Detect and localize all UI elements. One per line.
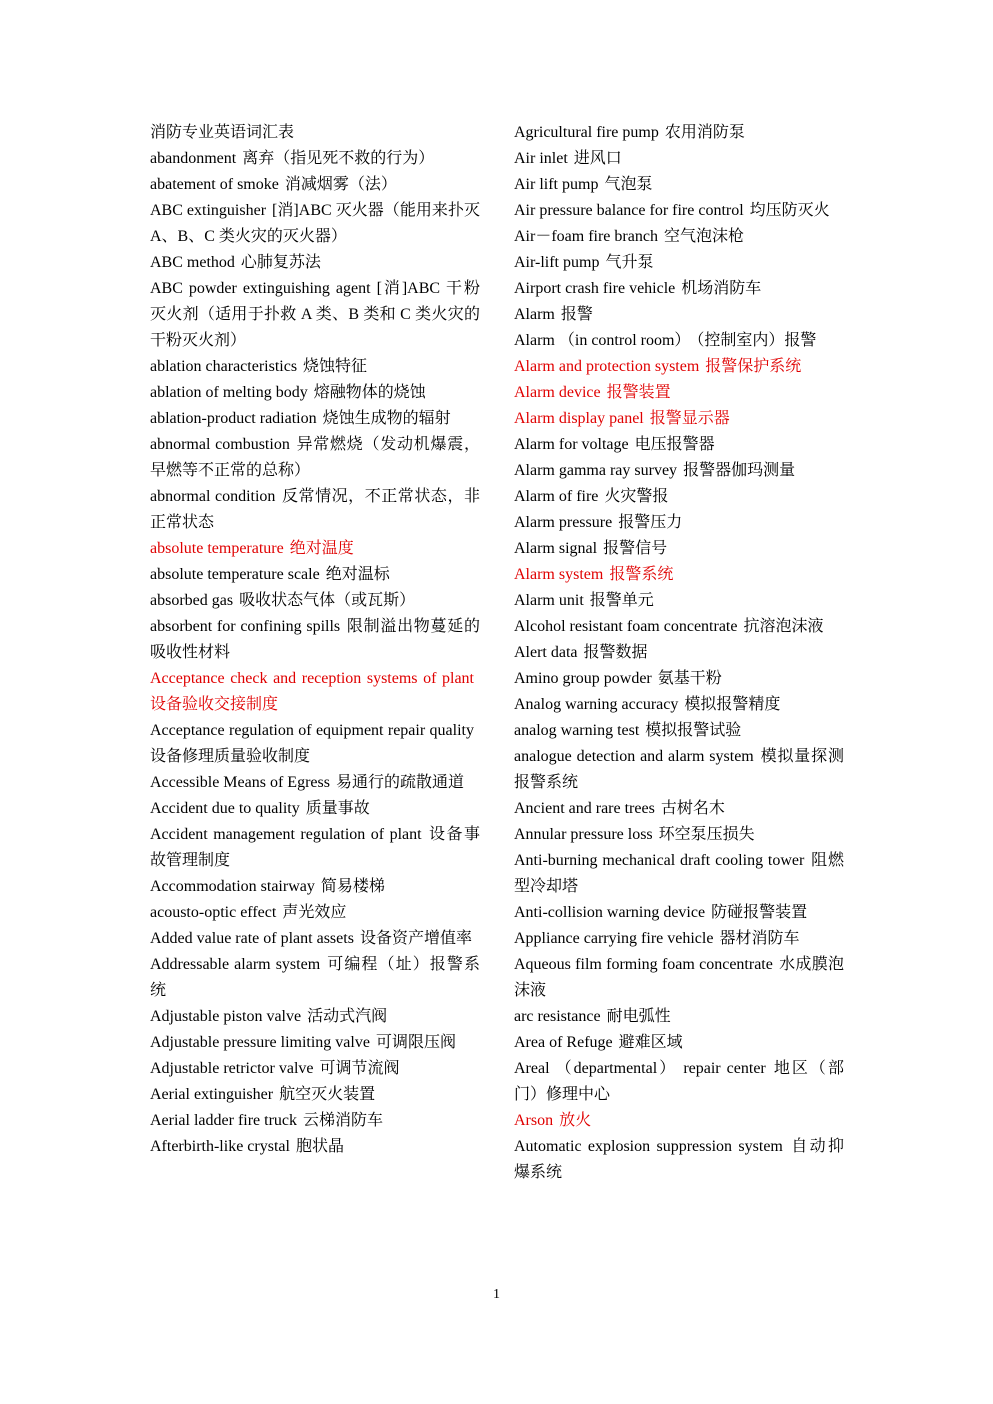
entry-definition: 设备资产增值率 (359, 930, 472, 947)
left-column (150, 120, 480, 1160)
page-number: 1 (493, 1287, 500, 1302)
entry-definition: 模拟报警精度 (684, 696, 781, 713)
entry-definition: 报警显示器 (649, 410, 730, 427)
entry-term: Alarm device (514, 384, 601, 401)
entry-term: Acceptance regulation of equipment repair quality (150, 722, 474, 739)
entry-term: Analog warning accuracy (514, 696, 679, 713)
entry-term: ablation-product radiation (150, 410, 317, 427)
entry-term: Adjustable pressure limiting valve (150, 1034, 370, 1051)
entry-term: Alarm for voltage (514, 436, 629, 453)
glossary-entry (150, 380, 480, 406)
entry-term: Accessible Means of Egress (150, 774, 330, 791)
entry-definition: 胞状晶 (295, 1138, 344, 1155)
entry-definition: 火灾警报 (604, 488, 669, 505)
entry-definition: 云梯消防车 (303, 1112, 384, 1129)
entry-term: Alarm （in control room） (514, 332, 691, 349)
glossary-entry (514, 250, 844, 276)
entry-term: Air－foam fire branch (514, 228, 658, 245)
entry-term: Alarm system (514, 566, 604, 583)
entry-definition: 气升泵 (605, 254, 654, 271)
entry-definition: 绝对温度 (289, 540, 354, 557)
entry-definition: 机场消防车 (681, 280, 762, 297)
entry-term: absorbed gas (150, 592, 234, 609)
entry-definition: 设备修理质量验收制度 (150, 748, 311, 765)
entry-definition: 防碰报警装置 (711, 904, 808, 921)
glossary-entry (514, 354, 844, 380)
entry-definition: 心肺复苏法 (240, 254, 321, 271)
glossary-entry (150, 198, 480, 250)
entry-term: Ancient and rare trees (514, 800, 655, 817)
entry-definition: 声光效应 (282, 904, 347, 921)
entry-definition: 报警器伽玛测量 (683, 462, 796, 479)
document-title: 消防专业英语词汇表 (150, 124, 295, 141)
entry-definition: 电压报警器 (634, 436, 715, 453)
entry-term: Alcohol resistant foam concentrate (514, 618, 738, 635)
glossary-entry (150, 614, 480, 666)
entry-term: Air inlet (514, 150, 568, 167)
glossary-entry (150, 952, 480, 1004)
glossary-entry (150, 536, 480, 562)
entry-term: Acceptance check and reception systems of plant (150, 670, 474, 687)
entry-definition: 耐电弧性 (606, 1008, 671, 1025)
entry-term: Alarm pressure (514, 514, 613, 531)
entry-definition: 报警 (560, 306, 593, 323)
entry-term: Anti-burning mechanical draft cooling tower (514, 852, 805, 869)
glossary-entry (514, 328, 844, 354)
entry-definition: 可调节流阀 (319, 1060, 400, 1077)
entry-definition: 放火 (559, 1112, 592, 1129)
glossary-entry (514, 796, 844, 822)
glossary-entry (150, 562, 480, 588)
glossary-entry (150, 588, 480, 614)
right-column (514, 120, 844, 1186)
glossary-entry (514, 224, 844, 250)
entry-definition: 熔融物体的烧蚀 (313, 384, 426, 401)
entry-term: absolute temperature (150, 540, 284, 557)
entry-definition: 自动抑爆系统 (514, 1138, 844, 1181)
entry-term: Automatic explosion suppression system (514, 1138, 783, 1155)
entry-definition: 质量事故 (305, 800, 370, 817)
entry-definition: 地区（部门）修理中心 (514, 1060, 844, 1103)
entry-definition: 报警信号 (603, 540, 668, 557)
entry-definition: 消减烟雾（法） (284, 176, 397, 193)
entry-definition: 水成膜泡沫液 (514, 956, 844, 999)
entry-term: Adjustable retrictor valve (150, 1060, 314, 1077)
entry-definition: 均压防灭火 (749, 202, 830, 219)
entry-term: analogue detection and alarm system (514, 748, 754, 765)
entry-term: Air pressure balance for fire control (514, 202, 744, 219)
glossary-entry (150, 354, 480, 380)
glossary-entry (514, 406, 844, 432)
glossary-entry (514, 1108, 844, 1134)
glossary-entry (150, 1004, 480, 1030)
glossary-entry (150, 172, 480, 198)
entry-term: Areal （departmental） repair center (514, 1060, 766, 1077)
entry-term: ABC powder extinguishing agent (150, 280, 371, 297)
glossary-entry (150, 276, 480, 354)
glossary-entry (514, 744, 844, 796)
entry-definition: 古树名木 (660, 800, 725, 817)
entry-definition: 航空灭火装置 (279, 1086, 376, 1103)
entry-term: Anti-collision warning device (514, 904, 706, 921)
entry-term: Annular pressure loss (514, 826, 653, 843)
glossary-entry (150, 666, 480, 718)
entry-term: Accident management regulation of plant (150, 826, 422, 843)
glossary-entry (514, 198, 844, 224)
entry-term: abandonment (150, 150, 237, 167)
glossary-entry (150, 146, 480, 172)
entry-definition: 吸收状态气体（或瓦斯） (239, 592, 416, 609)
entry-term: Alarm unit (514, 592, 584, 609)
glossary-entry (514, 276, 844, 302)
entry-definition: 简易楼梯 (320, 878, 385, 895)
entry-term: Agricultural fire pump (514, 124, 659, 141)
entry-term: abatement of smoke (150, 176, 279, 193)
entry-term: Accident due to quality (150, 800, 300, 817)
glossary-entry (514, 510, 844, 536)
glossary-entry (514, 926, 844, 952)
entry-definition: 模拟量探测报警系统 (514, 748, 844, 791)
entry-definition: 烧蚀生成物的辐射 (322, 410, 451, 427)
entry-term: Aerial ladder fire truck (150, 1112, 298, 1129)
glossary-entry (150, 900, 480, 926)
entry-definition: 环空泵压损失 (658, 826, 755, 843)
entry-term: Airport crash fire vehicle (514, 280, 676, 297)
glossary-entry (514, 640, 844, 666)
entry-definition: 避难区域 (618, 1034, 683, 1051)
entry-term: ABC method (150, 254, 235, 271)
glossary-entry (150, 796, 480, 822)
entry-definition: 绝对温标 (325, 566, 390, 583)
glossary-entry (514, 458, 844, 484)
entry-definition: 氨基干粉 (657, 670, 722, 687)
entry-term: Alarm (514, 306, 555, 323)
entry-definition: 模拟报警试验 (645, 722, 742, 739)
glossary-entry (514, 1056, 844, 1108)
glossary-entry (514, 666, 844, 692)
entry-definition: 进风口 (573, 150, 622, 167)
glossary-entry (514, 120, 844, 146)
glossary-entry (514, 146, 844, 172)
entry-term: Alarm signal (514, 540, 598, 557)
entry-term: Alarm display panel (514, 410, 644, 427)
entry-term: Amino group powder (514, 670, 652, 687)
right-entry-list (514, 120, 844, 1186)
glossary-entry (514, 718, 844, 744)
entry-definition: 设备验收交接制度 (150, 696, 279, 713)
glossary-entry (514, 822, 844, 848)
entry-definition: 限制溢出物蔓延的吸收性材料 (150, 618, 480, 661)
glossary-entry (150, 718, 480, 770)
entry-term: Alarm gamma ray survey (514, 462, 678, 479)
entry-definition: 报警数据 (583, 644, 648, 661)
entry-definition: 反常情况，不正常状态，非正常状态 (150, 488, 480, 531)
glossary-entry (150, 1030, 480, 1056)
glossary-entry (150, 484, 480, 536)
entry-definition: 报警保护系统 (705, 358, 802, 375)
entry-definition: [消]ABC 干粉灭火剂（适用于扑救 A 类、B 类和 C 类火灾的干粉灭火剂） (150, 280, 481, 349)
glossary-entry (514, 614, 844, 640)
left-entry-list (150, 146, 480, 1160)
glossary-entry (150, 874, 480, 900)
glossary-entry (150, 1056, 480, 1082)
entry-definition: 阻燃型冷却塔 (514, 852, 844, 895)
entry-term: absorbent for confining spills (150, 618, 341, 635)
entry-term: ABC extinguisher (150, 202, 267, 219)
entry-term: Aerial extinguisher (150, 1086, 274, 1103)
entry-definition: 器材消防车 (719, 930, 800, 947)
glossary-entry (150, 1082, 480, 1108)
entry-term: Adjustable piston valve (150, 1008, 302, 1025)
glossary-entry (514, 848, 844, 900)
entry-term: Area of Refuge (514, 1034, 613, 1051)
entry-definition: 报警单元 (589, 592, 654, 609)
glossary-entry (150, 250, 480, 276)
entry-term: Addressable alarm system (150, 956, 321, 973)
glossary-entry (514, 302, 844, 328)
entry-definition: 报警系统 (609, 566, 674, 583)
glossary-entry (514, 952, 844, 1004)
entry-definition: 可编程（址）报警系统 (150, 956, 480, 999)
entry-term: Alarm and protection system (514, 358, 700, 375)
entry-definition: 活动式汽阀 (307, 1008, 388, 1025)
entry-definition: [消]ABC 灭火器（能用来扑灭 A、B、C 类火灾的灭火器） (150, 202, 480, 245)
glossary-entry (514, 1004, 844, 1030)
glossary-entry (514, 692, 844, 718)
glossary-entry (150, 926, 480, 952)
glossary-entry (150, 406, 480, 432)
entry-term: abnormal condition (150, 488, 276, 505)
entry-term: Air-lift pump (514, 254, 600, 271)
glossary-entry (514, 900, 844, 926)
glossary-entry (150, 770, 480, 796)
entry-definition: 报警装置 (606, 384, 671, 401)
entry-term: Appliance carrying fire vehicle (514, 930, 714, 947)
entry-term: analog warning test (514, 722, 640, 739)
entry-term: Added value rate of plant assets (150, 930, 354, 947)
glossary-entry (150, 1134, 480, 1160)
entry-term: Afterbirth-like crystal (150, 1138, 290, 1155)
entry-definition: 易通行的疏散通道 (335, 774, 464, 791)
entry-term: acousto-optic effect (150, 904, 277, 921)
entry-definition: 离弃（指见死不救的行为） (242, 150, 435, 167)
glossary-entry (514, 536, 844, 562)
glossary-entry (514, 484, 844, 510)
entry-definition: 抗溶泡沫液 (743, 618, 824, 635)
entry-term: Arson (514, 1112, 554, 1129)
entry-definition: 农用消防泵 (664, 124, 745, 141)
entry-term: Accommodation stairway (150, 878, 315, 895)
entry-term: abnormal combustion (150, 436, 290, 453)
glossary-entry (514, 172, 844, 198)
entry-term: absolute temperature scale (150, 566, 320, 583)
entry-term: arc resistance (514, 1008, 601, 1025)
entry-definition: 空气泡沫枪 (663, 228, 744, 245)
entry-term: Air lift pump (514, 176, 599, 193)
entry-term: Aqueous film forming foam concentrate (514, 956, 773, 973)
glossary-entry (150, 822, 480, 874)
entry-definition: 设备事故管理制度 (150, 826, 480, 869)
glossary-entry (514, 380, 844, 406)
glossary-entry (514, 432, 844, 458)
glossary-entry (514, 588, 844, 614)
entry-term: Alarm of fire (514, 488, 599, 505)
entry-definition: 烧蚀特征 (303, 358, 368, 375)
entry-term: ablation characteristics (150, 358, 298, 375)
glossary-entry (150, 1108, 480, 1134)
entry-definition: 异常燃烧（发动机爆震，早燃等不正常的总称） (150, 436, 480, 479)
glossary-entry (514, 1030, 844, 1056)
entry-term: ablation of melting body (150, 384, 308, 401)
entry-definition: （控制室内）报警 (696, 332, 817, 349)
entry-definition: 可调限压阀 (375, 1034, 456, 1051)
glossary-entry (514, 562, 844, 588)
entry-definition: 报警压力 (618, 514, 683, 531)
glossary-entry (150, 432, 480, 484)
entry-term: Alert data (514, 644, 578, 661)
glossary-entry (514, 1134, 844, 1186)
entry-definition: 气泡泵 (604, 176, 653, 193)
